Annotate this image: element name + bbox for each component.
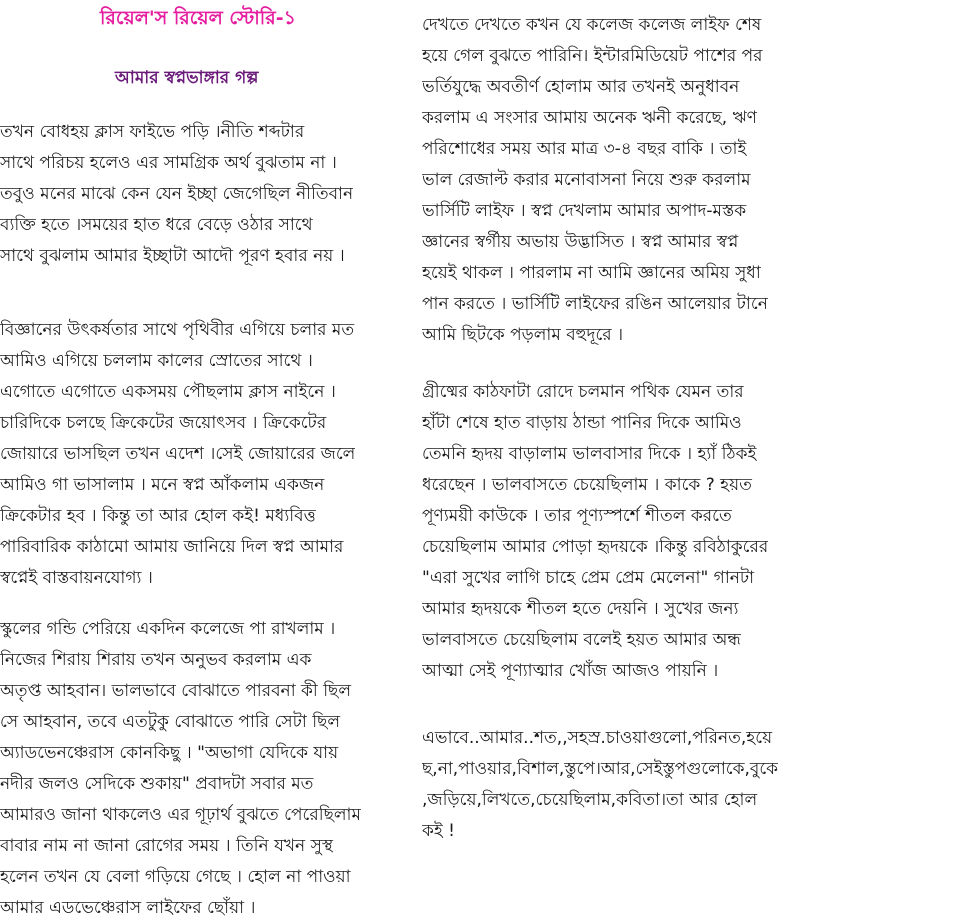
text-line: করলাম এ সংসার আমায় অনেক ঋনী করেছে, ঋণ — [422, 108, 757, 128]
text-line: নিজের শিরায় শিরায় তখন অনুভব করলাম এক — [0, 650, 312, 670]
text-line: সে আহবান, তবে এতটুকু বোঝাতে পারি সেটা ছিল — [0, 712, 341, 732]
text-line: ভালবাসতে চেয়েছিলাম বলেই হয়ত আমার অন্ধ — [422, 630, 741, 650]
text-line: সাথে বুঝলাম আমার ইচ্ছাটা আদৌ পূরণ হবার নয় । — [0, 246, 345, 266]
text-line: তেমনি হৃদয় বাড়ালাম ভালবাসার দিকে । হ্যাঁ ঠিকই — [422, 444, 757, 464]
text-line: পান করতে । ভার্সিটি লাইফের রঙিন আলেয়ার টানে — [422, 294, 768, 314]
text-line: বিজ্ঞানের উৎকর্ষতার সাথে পৃথিবীর এগিয়ে চলার মত — [0, 320, 355, 340]
text-line: পারিবারিক কাঠামো আমায় জানিয়ে দিল স্বপ্ন আমার — [0, 537, 344, 557]
text-line: অতৃপ্ত আহবান। ভালভাবে বোঝাতে পারবনা কী ছিল — [0, 681, 352, 701]
text-line: এগোতে এগোতে একসময় পৌছলাম ক্লাস নাইনে । — [0, 382, 336, 402]
text-line: পূণ্যময়ী কাউকে । তার পূণ্যস্পর্শে শীতল করতে — [422, 506, 732, 526]
text-line: বাবার নাম না জানা রোগের সময় । তিনি যখন সুস্থ — [0, 836, 334, 856]
text-line: ব্যক্তি হতে ।সময়ের হাত ধরে বেড়ে ওঠার সাথে — [0, 215, 313, 235]
text-line: আমিও গা ভাসালাম । মনে স্বপ্ন আঁকলাম একজন — [0, 475, 325, 495]
text-line: আমিও এগিয়ে চললাম কালের স্রোতের সাথে । — [0, 351, 313, 371]
text-line: হয়েই থাকল । পারলাম না আমি জ্ঞানের অমিয় সুধা — [422, 263, 761, 283]
text-line: এভাবে..আমার..শত,,সহস্র.চাওয়াগুলো,পরিনত,হয়ে — [422, 728, 773, 748]
text-line: তখন বোধহয় ক্লাস ফাইভে পড়ি ।নীতি শব্দটার — [0, 122, 305, 142]
series-title: রিয়েল'স রিয়েল স্টোরি-১ — [100, 7, 296, 29]
text-line: গ্রীষ্মের কাঠফাটা রোদে চলমান পথিক যেমন তার — [422, 382, 744, 402]
text-line: আত্মা সেই পূণ্যাত্মার খোঁজ আজও পায়নি । — [422, 661, 719, 681]
paragraph-left-3 — [0, 614, 361, 924]
text-line: আমারও জানা থাকলেও এর গূঢ়ার্থ বুঝতে পেরেছিলাম — [0, 805, 361, 825]
paragraph-right-2 — [422, 377, 768, 687]
story-title: আমার স্বপ্নভাঙ্গার গল্প — [115, 68, 259, 88]
text-line: অ্যাডভেনঞ্চেরাস কোনকিছু । "অভাগা যেদিকে যায় — [0, 743, 339, 763]
text-line: হলেন তখন যে বেলা গড়িয়ে গেছে । হোল না পাওয়া — [0, 867, 351, 887]
text-line: ছ,না,পাওয়ার,বিশাল,স্তুপে।আর,সেইস্তুপগুলোকে,বুকে — [422, 759, 779, 779]
text-line: ভার্সিটি লাইফ । স্বপ্ন দেখলাম আমার অপাদ-মস্তক — [422, 201, 747, 221]
text-line: আমি ছিটকে পড়লাম বহুদূরে । — [422, 325, 624, 345]
paragraph-left-1 — [0, 117, 353, 272]
text-line: জ্ঞানের স্বর্গীয় অভায় উদ্ভাসিত । স্বপ্ন আমার স্বপ্ন — [422, 232, 739, 252]
text-line: আমার হৃদয়কে শীতল হতে দেয়নি । সুখের জন্য — [422, 599, 739, 619]
text-line: "এরা সুখের লাগি চাহে প্রেম প্রেম মেলেনা" গানটা — [422, 568, 755, 588]
text-line: নদীর জলও সেদিকে শুকায়" প্রবাদটা সবার মত — [0, 774, 314, 794]
text-line: হয়ে গেল বুঝতে পারিনি। ইন্টারমিডিয়েট পাশের পর — [422, 46, 763, 66]
text-line: ভর্তিযুদ্ধে অবতীর্ণ হোলাম আর তখনই অনুধাবন — [422, 77, 740, 97]
text-line: ভাল রেজাল্ট করার মনোবাসনা নিয়ে শুরু করলাম — [422, 170, 751, 190]
text-line: জোয়ারে ভাসছিল তখন এদেশ ।সেই জোয়ারের জলে — [0, 444, 356, 464]
text-line: স্বপ্নেই বাস্তবায়নযোগ্য । — [0, 568, 153, 588]
text-line: দেখতে দেখতে কখন যে কলেজ কলেজ লাইফ শেষ — [422, 15, 762, 35]
text-line: স্কুলের গন্ডি পেরিয়ে একদিন কলেজে পা রাখলাম । — [0, 619, 336, 639]
text-line: কই ! — [422, 821, 455, 841]
text-line: পরিশোধের সময় আর মাত্র ৩-৪ বছর বাকি । তাই — [422, 139, 747, 159]
text-line: ক্রিকেটার হব । কিন্তু তা আর হোল কই! মধ্যবিত্ত — [0, 506, 316, 526]
text-line: তবুও মনের মাঝে কেন যেন ইচ্ছা জেগেছিল নীতিবান — [0, 184, 354, 204]
text-line: সাথে পরিচয় হলেও এর সামগ্রিক অর্থ বুঝতাম না । — [0, 153, 337, 173]
paragraph-left-2 — [0, 315, 355, 594]
text-line: চেয়েছিলাম আমার পোড়া হৃদয়কে ।কিন্তু রবিঠাকুরের — [422, 537, 769, 557]
text-line: ,জড়িয়ে,লিখতে,চেয়েছিলাম,কবিতা।তা আর হোল — [422, 790, 758, 810]
text-line: আমার এডভেঞ্চেরাস লাইফের ছোঁয়া । — [0, 898, 256, 918]
paragraph-right-1 — [422, 10, 768, 351]
text-line: ধরেছেন । ভালবাসতে চেয়েছিলাম । কাকে ? হয়ত — [422, 475, 752, 495]
paragraph-right-3 — [422, 723, 778, 847]
text-line: হাঁটা শেষে হাত বাড়ায় ঠান্ডা পানির দিকে আমিও — [422, 413, 742, 433]
text-line: চারিদিকে চলছে ক্রিকেটের জয়োৎসব । ক্রিকেটের — [0, 413, 327, 433]
